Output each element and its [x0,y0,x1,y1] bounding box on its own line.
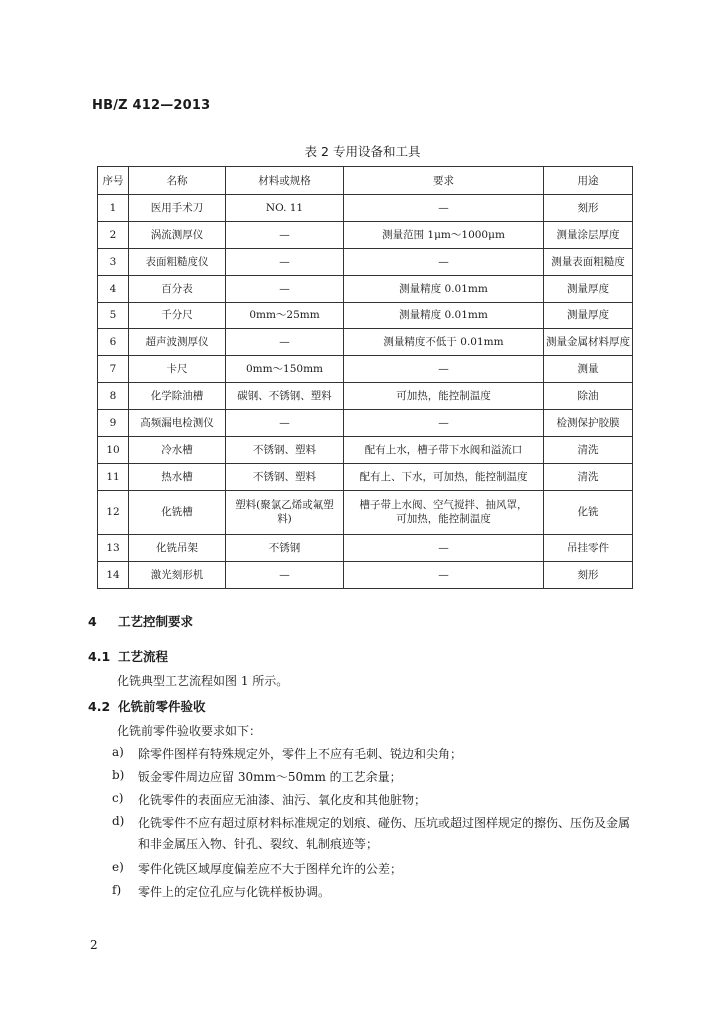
table-row [98,302,633,329]
table-cell: 热水槽 [129,463,226,490]
table-row [98,195,633,222]
table-cell: — [344,561,544,588]
table-cell: 除油 [544,383,633,410]
table-cell: 0mm～25mm [226,302,344,329]
table-cell: 碳钢、不锈钢、塑料 [226,383,344,410]
section-title: 工艺控制要求 [118,614,194,629]
table-cell: 测量表面粗糙度 [544,248,633,275]
table-row [98,356,633,383]
table-cell: 配有上、下水，可加热，能控制温度 [344,463,544,490]
table-cell: 4 [98,275,129,302]
list-text: 零件上的定位孔应与化铣样板协调。 [138,885,331,899]
list-item [112,814,652,852]
table-cell: 化学除油槽 [129,383,226,410]
section-4-2-heading [88,697,206,715]
section-title: 工艺流程 [118,649,169,664]
table-cell: 14 [98,561,129,588]
table-cell: 6 [98,329,129,356]
table-cell: 医用手术刀 [129,195,226,222]
table-cell: 11 [98,463,129,490]
list-text: 除零件图样有特殊规定外，零件上不应有毛刺、锐边和尖角； [138,747,463,761]
table-cell: 测量精度不低于 0.01mm [344,329,544,356]
table-cell: 化铣 [544,490,633,534]
table-cell: — [226,248,344,275]
table-cell: 配有上水，槽子带下水阀和溢流口 [344,437,544,464]
list-marker: e) [112,860,124,874]
table-cell: — [226,410,344,437]
table-cell: 百分表 [129,275,226,302]
table-cell: — [344,248,544,275]
table-row [98,275,633,302]
table-cell: — [226,329,344,356]
list-marker: b) [112,768,125,782]
table-cell: 高频漏电检测仪 [129,410,226,437]
table-cell: 7 [98,356,129,383]
table-cell: 清洗 [544,463,633,490]
table-row [98,437,633,464]
table-cell: 10 [98,437,129,464]
table-cell: — [344,356,544,383]
standard-code: HB/Z 412—2013 [92,98,211,113]
table-cell: 刻形 [544,561,633,588]
list-text: 化铣零件的表面应无油漆、油污、氧化皮和其他脏物； [138,793,427,807]
table-cell: 塑料(聚氯乙烯或氟塑料) [226,490,344,534]
table-cell: 表面粗糙度仪 [129,248,226,275]
table-cell: 测量 [544,356,633,383]
header-cell: 名称 [129,167,226,195]
table-cell: 8 [98,383,129,410]
table-cell: 刻形 [544,195,633,222]
section-title: 化铣前零件验收 [118,699,206,714]
table-cell: 9 [98,410,129,437]
header-cell: 序号 [98,167,129,195]
table-row [98,463,633,490]
list-marker: f) [112,883,122,897]
table-cell: 13 [98,534,129,561]
table-row [98,561,633,588]
section-number: 4 [88,614,97,629]
equipment-table [97,166,633,589]
list-marker: a) [112,745,124,759]
table-row [98,221,633,248]
table-cell: — [226,561,344,588]
table-cell: 12 [98,490,129,534]
table-cell: NO. 11 [226,195,344,222]
table-cell: 测量精度 0.01mm [344,302,544,329]
table-cell: 5 [98,302,129,329]
table-cell: 1 [98,195,129,222]
table-cell: 可加热，能控制温度 [344,383,544,410]
section-4-heading [88,612,193,630]
table-cell: 测量范围 1μm～1000μm [344,221,544,248]
table-title: 表 2 专用设备和工具 [304,144,421,159]
list-text [138,814,648,852]
table-cell: 0mm～150mm [226,356,344,383]
table-cell: — [226,221,344,248]
section-4-1-heading [88,647,168,665]
cell-line: 槽子带上水阀、空气搅拌、抽风罩， [359,499,528,512]
section-number: 4.2 [88,699,111,714]
table-cell: 不锈钢、塑料 [226,437,344,464]
table-cell: 2 [98,221,129,248]
table-cell: 激光刻形机 [129,561,226,588]
table-cell [344,490,544,534]
table-cell: 超声波测厚仪 [129,329,226,356]
table-cell: 清洗 [544,437,633,464]
table-row [98,410,633,437]
table-row [98,329,633,356]
list-text: 钣金零件周边应留 30mm～50mm 的工艺余量； [138,770,402,784]
list-text: 零件化铣区域厚度偏差应不大于图样允许的公差； [138,862,403,876]
table-cell: 测量厚度 [544,275,633,302]
table-cell: 检测保护胶膜 [544,410,633,437]
table-cell: — [344,534,544,561]
table-cell: 测量金属材料厚度 [544,329,633,356]
table-cell: 不锈钢、塑料 [226,463,344,490]
table-cell: 不锈钢 [226,534,344,561]
table-row [98,490,633,534]
table-cell: 测量精度 0.01mm [344,275,544,302]
table-row [98,383,633,410]
table-cell: 3 [98,248,129,275]
list-item [112,860,652,877]
table-cell: — [226,275,344,302]
list-marker: c) [112,791,124,805]
table-cell: 涡流测厚仪 [129,221,226,248]
section-number: 4.1 [88,649,111,664]
table-header-row [98,167,633,195]
list-item [112,768,652,785]
list-text-line: 化铣零件不应有超过原材料标准规定的划痕、碰伤、压坑或超过图样规定的擦伤、压伤及金属 [138,816,631,830]
table-row [98,248,633,275]
list-text-line: 和非金属压入物、针孔、裂纹、轧制痕迹等； [138,837,379,851]
table-cell: 千分尺 [129,302,226,329]
cell-line: 可加热，能控制温度 [396,513,491,526]
table-cell: 冷水槽 [129,437,226,464]
section-4-2-text: 化铣前零件验收要求如下： [117,724,262,738]
table-cell: 卡尺 [129,356,226,383]
table-body [98,195,633,589]
section-4-1-text: 化铣典型工艺流程如图 1 所示。 [117,674,289,688]
table-cell: 化铣吊架 [129,534,226,561]
table-cell: 测量厚度 [544,302,633,329]
list-item [112,883,652,900]
page-number: 2 [90,938,98,952]
header-cell: 材料或规格 [226,167,344,195]
table-cell: 测量涂层厚度 [544,221,633,248]
list-item [112,745,652,762]
table-cell: — [344,410,544,437]
table-cell: — [344,195,544,222]
header-cell: 要求 [344,167,544,195]
list-marker: d) [112,814,125,828]
table-cell: 化铣槽 [129,490,226,534]
table-row [98,534,633,561]
table-cell: 吊挂零件 [544,534,633,561]
header-cell: 用途 [544,167,633,195]
list-item [112,791,652,808]
